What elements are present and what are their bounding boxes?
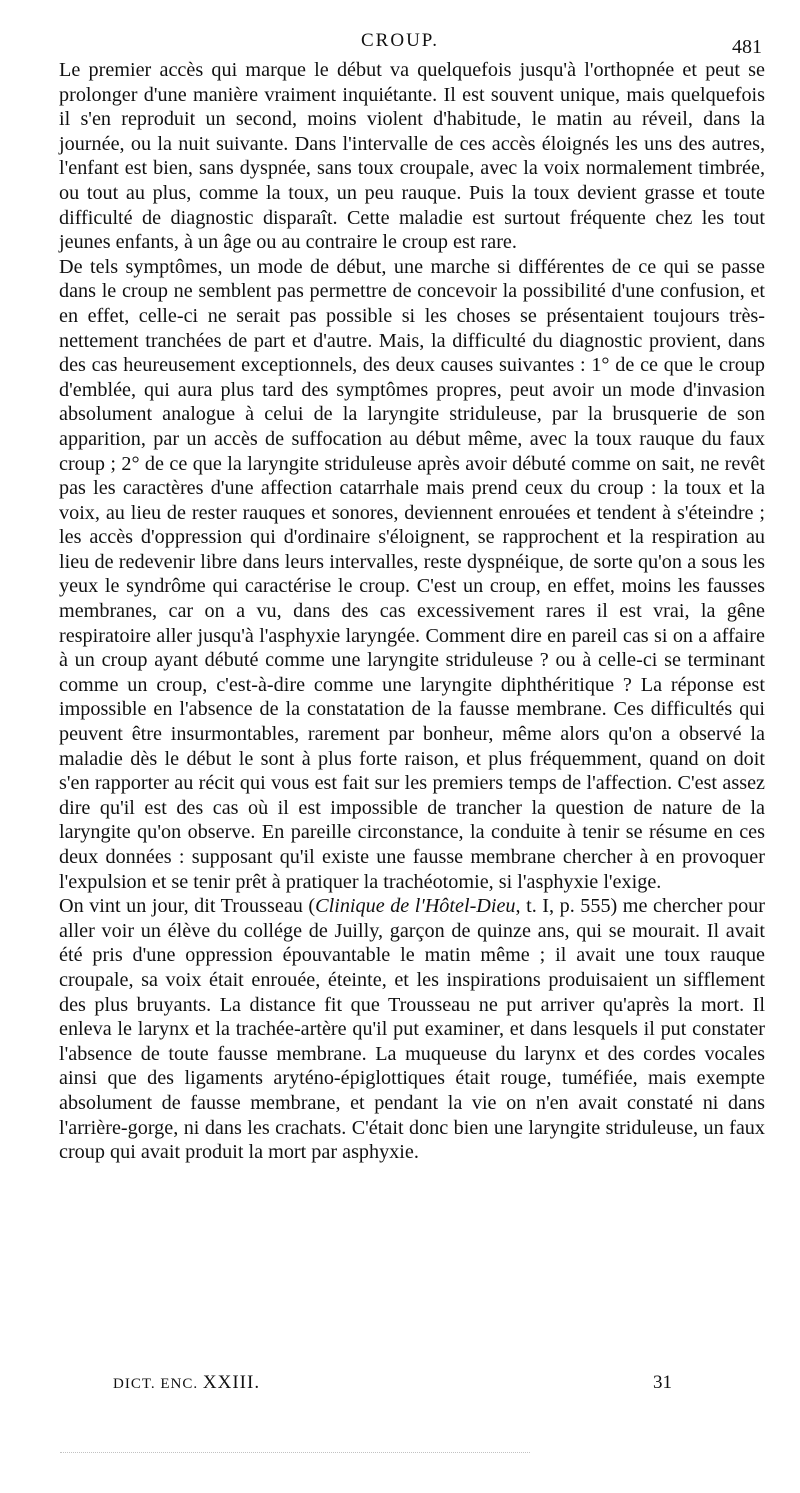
paragraph-3 <box>59 894 765 1165</box>
running-title: CROUP. <box>361 30 439 51</box>
signature-volume: XXIII. <box>202 1372 261 1393</box>
signature-prefix: DICT. ENC. <box>113 1376 199 1392</box>
body-text <box>59 58 765 1165</box>
paragraph-1: Le premier accès qui marque le début va quelquefois jusqu'à l'orthopnée et peut se prolonger d'une manière vraiment inquiétante. Il est souvent unique, mais quelquefois il s'en reproduit un second, moins violent d'habitude, le matin au réveil, dans la journée, ou la nuit suivante. Dans l'intervalle de ces accès éloignés les uns des autres, l'enfant est bien, sans dyspnée, sans toux croupale, avec la voix normalement timbrée, ou tout au plus, comme la toux, un peu rauque. Puis la toux devient grasse et toute difficulté de diagnostic disparaît. Cette maladie est surtout fréquente chez les tout jeunes enfants, à un âge ou au contraire le croup est rare. <box>59 59 765 254</box>
paragraph-3-lead: On vint un jour, dit Trousseau ( <box>59 895 316 918</box>
page-footer <box>0 1368 800 1398</box>
paragraph-3-rest: , t. I, p. 555) me chercher pour aller voir un élève du collége de Juilly, garçon de quinze ans, qui se mourait. Il avait été pris d'une oppression épouvantable le matin même ; il avait une toux rauque croupale, sa voix était enrouée, éteinte, et les inspirations produisaient un sifflement des plus bruyants. La distance fit que Trousseau ne put arriver qu'après la mort. Il enleva le larynx et la trachée-artère qu'il put examiner, et dans lesquels il put constater l'absence de toute fausse membrane. La muqueuse du larynx et des cordes vocales ainsi que des ligaments aryténo-épiglottiques était rouge, tuméfiée, mais exempte absolument de fausse membrane, et pendant la vie on n'en avait constaté ni dans l'arrière-gorge, ni dans les crachats. C'était donc bien une laryngite striduleuse, un faux croup qui avait produit la mort par asphyxie. <box>59 895 765 1164</box>
running-head <box>0 30 800 56</box>
citation-title: Clinique de l'Hôtel-Dieu <box>315 895 516 918</box>
page-number: 481 <box>732 36 762 58</box>
show-through-divider <box>60 1452 530 1456</box>
printer-signature <box>113 1372 260 1394</box>
sheet-number: 31 <box>653 1372 672 1393</box>
paragraph-2: De tels symptômes, un mode de début, une marche si différentes de ce qui se passe dans le croup ne semblent pas permettre de concevoir la possibilité d'une confusion, et en effet, celle-ci ne serait pas possible si les choses se présentaient toujours très-nettement tranchées de part et d'autre. Mais, la difficulté du diagnostic provient, dans des cas heureusement exceptionnels, des deux causes suivantes : 1° de ce que le croup d'emblée, qui aura plus tard des symptômes propres, peut avoir un mode d'invasion absolument analogue à celui de la laryngite striduleuse, par la brusquerie de son apparition, par un accès de suffocation au début même, avec la toux rauque du faux croup ; 2° de ce que la laryngite striduleuse après avoir débuté comme on sait, ne revêt pas les caractères d'une affection catarrhale mais prend ceux du croup : la toux et la voix, au lieu de rester rauques et sonores, deviennent enrouées et tendent à s'éteindre ; les accès d'oppression qui d'ordinaire s'éloignent, se rapprochent et la respiration au lieu de redevenir libre dans leurs intervalles, reste dyspnéique, de sorte qu'on a sous les yeux le syndrôme qui caractérise le croup. C'est un croup, en effet, moins les fausses membranes, car on a vu, dans des cas excessivement rares il est vrai, la gêne respiratoire aller jusqu'à l'asphyxie laryngée. Comment dire en pareil cas si on a affaire à un croup ayant débuté comme une laryngite striduleuse ? ou à celle-ci se terminant comme un croup, c'est-à-dire comme une laryngite diphthéritique ? La réponse est impossible en l'absence de la constatation de la fausse membrane. Ces difficultés qui peuvent être insurmontables, rarement par bonheur, même alors qu'on a observé la maladie dès le début le sont à plus forte raison, et plus fréquemment, quand on doit s'en rapporter au récit qui vous est fait sur les premiers temps de l'affection. C'est assez dire qu'il est des cas où il est impossible de trancher la question de nature de la laryngite qu'on observe. En pareille circonstance, la conduite à tenir se résume en ces deux données : supposant qu'il existe une fausse membrane chercher à en provoquer l'expulsion et se tenir prêt à pratiquer la trachéotomie, si l'asphyxie l'exige. <box>59 255 765 893</box>
